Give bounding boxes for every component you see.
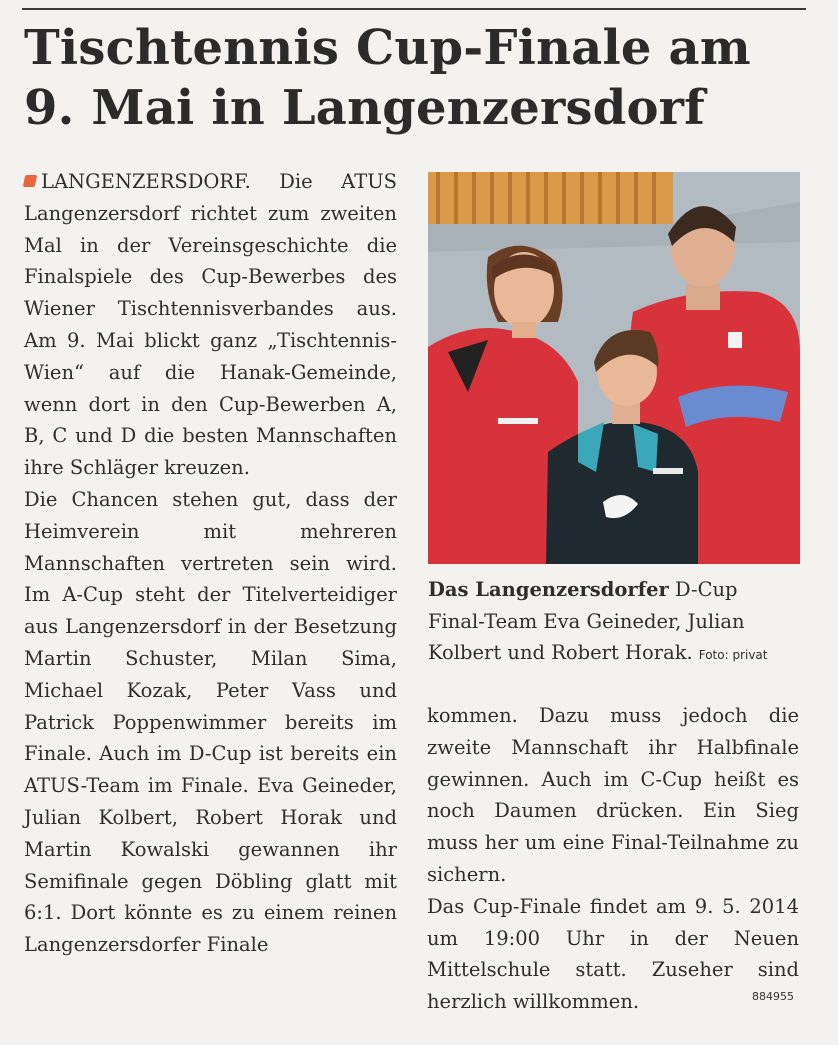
headline-line-2: 9. Mai in Langenzersdorf	[24, 80, 706, 136]
top-rule	[22, 8, 806, 10]
dateline-marker-icon	[23, 175, 38, 187]
paragraph-1	[24, 166, 397, 484]
photo-credit: Foto: privat	[698, 648, 768, 662]
paragraph-3: kommen. Dazu muss jedoch die zweite Mannschaft ihr Halbfinale gewinnen. Auch im C-Cup heißt es noch Daumen drücken. Ein Sieg muss her um eine Final-Teilnahme zu sichern.	[427, 704, 799, 886]
dateline: LANGENZERSDORF.	[41, 170, 251, 193]
caption-bold: Das Langenzersdorfer	[428, 578, 669, 601]
caption-text: D-Cup Final-Team Eva Geineder, Julian Kolbert und Robert Horak.	[428, 578, 745, 664]
headline	[24, 18, 814, 138]
article-column-right	[427, 700, 799, 1018]
article-column-left	[24, 166, 397, 961]
paragraph-1-text: Die ATUS Langenzersdorf richtet zum zweiten Mal in der Vereinsgeschichte die Finalspiele des Cup-Bewerbes des Wiener Tischtennisverbandes aus. Am 9. Mai blickt ganz „Tischtennis-Wien“ auf die Hanak-Gemeinde, wenn dort in den Cup-Bewerben A, B, C und D die besten Mannschaften ihre Schläger kreuzen.	[24, 170, 397, 480]
team-photo	[428, 172, 800, 564]
photo-caption	[428, 574, 800, 672]
article-code: 884955	[752, 990, 794, 1003]
paragraph-2: Die Chancen stehen gut, dass der Heimverein mit mehreren Mannschaften vertreten sein wird. Im A-Cup steht der Titelverteidiger aus Langenzersdorf in der Besetzung Martin Schuster, Milan Sima, Michael Kozak, Peter Vass und Patrick Poppenwimmer bereits im Finale. Auch im D-Cup ist bereits ein ATUS-Team im Finale. Eva Geineder, Julian Kolbert, Robert Horak und Martin Kowalski gewannen ihr Semifinale gegen Döbling glatt mit 6:1. Dort könnte es zu einem reinen Langenzersdorfer Finale	[24, 487, 397, 957]
headline-line-1: Tischtennis Cup-Finale am	[24, 20, 751, 76]
team-photo-illustration	[428, 172, 800, 564]
paragraph-4: Das Cup-Finale findet am 9. 5. 2014 um 19:00 Uhr in der Neuen Mittelschule statt. Zuseher sind herzlich willkommen.	[427, 894, 799, 1014]
